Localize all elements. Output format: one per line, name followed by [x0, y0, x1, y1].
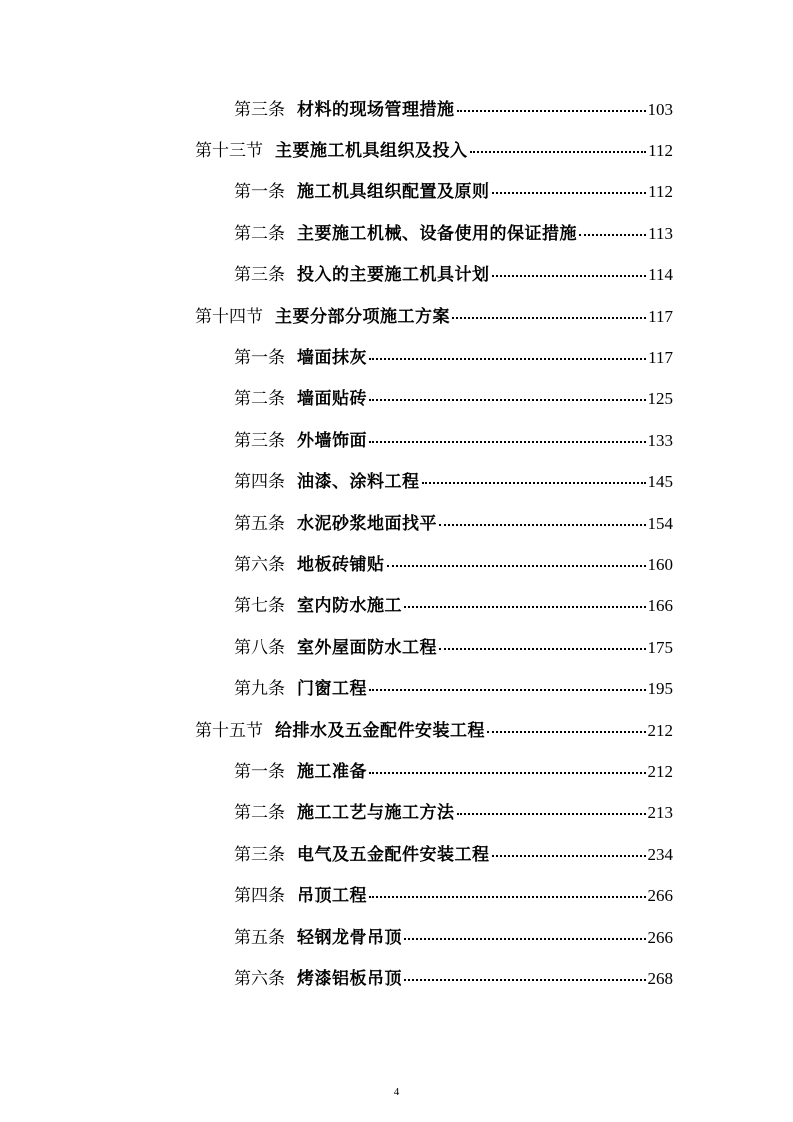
- toc-entry-number: 第一条: [234, 348, 285, 369]
- toc-dot-leader: [439, 520, 646, 526]
- toc-entry-page: 175: [647, 637, 673, 657]
- toc-article-entry[interactable]: [0, 875, 793, 916]
- toc-entry-number: 第十四节: [195, 306, 263, 327]
- toc-dot-leader: [404, 975, 646, 981]
- toc-entry-page: 266: [647, 886, 673, 906]
- toc-dot-leader: [439, 644, 646, 650]
- toc-entry-page: 212: [647, 720, 673, 740]
- toc-dot-leader: [422, 478, 646, 484]
- toc-entry-number: 第三条: [234, 265, 285, 286]
- toc-entry-number: 第五条: [234, 927, 285, 948]
- toc-entry-number: 第四条: [234, 886, 285, 907]
- toc-entry-line: [234, 762, 793, 782]
- toc-entry-page: 117: [648, 306, 673, 326]
- toc-entry-title: 给排水及五金配件安装工程: [275, 720, 485, 741]
- toc-entry-page: 160: [647, 554, 673, 574]
- toc-entry-line: [195, 721, 793, 741]
- toc-section-entry[interactable]: [0, 296, 793, 337]
- toc-article-entry[interactable]: [0, 834, 793, 875]
- toc-entry-title: 外墙饰面: [297, 430, 367, 451]
- toc-entry-line: [234, 679, 793, 699]
- toc-dot-leader: [369, 395, 646, 401]
- toc-entry-title: 主要施工机具组织及投入: [275, 141, 468, 162]
- page-number: 4: [393, 1086, 400, 1098]
- table-of-contents: [0, 89, 793, 1000]
- toc-dot-leader: [404, 602, 646, 608]
- toc-dot-leader: [457, 809, 646, 815]
- toc-entry-number: 第三条: [234, 844, 285, 865]
- toc-entry-page: 166: [647, 596, 673, 616]
- toc-entry-title: 墙面贴砖: [297, 389, 367, 410]
- toc-article-entry[interactable]: [0, 337, 793, 378]
- toc-entry-line: [234, 596, 793, 616]
- toc-article-entry[interactable]: [0, 627, 793, 668]
- toc-dot-leader: [369, 685, 646, 691]
- toc-entry-number: 第十三节: [195, 141, 263, 162]
- toc-entry-number: 第二条: [234, 803, 285, 824]
- toc-dot-leader: [492, 851, 646, 857]
- toc-dot-leader: [404, 934, 646, 940]
- toc-entry-page: 213: [647, 803, 673, 823]
- toc-article-entry[interactable]: [0, 958, 793, 999]
- toc-entry-line: [234, 100, 793, 120]
- toc-article-entry[interactable]: [0, 793, 793, 834]
- toc-article-entry[interactable]: [0, 89, 793, 130]
- toc-entry-number: 第五条: [234, 513, 285, 534]
- toc-entry-number: 第八条: [234, 637, 285, 658]
- toc-entry-number: 第二条: [234, 223, 285, 244]
- toc-entry-page: 125: [647, 389, 673, 409]
- toc-entry-title: 材料的现场管理措施: [297, 99, 455, 120]
- toc-entry-line: [234, 182, 793, 202]
- toc-entry-number: 第九条: [234, 679, 285, 700]
- toc-entry-page: 212: [647, 761, 673, 781]
- toc-entry-line: [234, 265, 793, 285]
- toc-entry-number: 第三条: [234, 430, 285, 451]
- toc-entry-line: [234, 555, 793, 575]
- toc-dot-leader: [579, 230, 646, 236]
- toc-entry-title: 投入的主要施工机具计划: [297, 265, 490, 286]
- toc-entry-title: 施工机具组织配置及原则: [297, 182, 490, 203]
- toc-entry-line: [234, 638, 793, 658]
- toc-article-entry[interactable]: [0, 172, 793, 213]
- toc-dot-leader: [369, 768, 646, 774]
- toc-entry-line: [195, 141, 793, 161]
- toc-article-entry[interactable]: [0, 420, 793, 461]
- toc-entry-page: 103: [647, 99, 673, 119]
- toc-dot-leader: [369, 892, 646, 898]
- toc-entry-title: 室内防水施工: [297, 596, 402, 617]
- toc-entry-number: 第十五节: [195, 720, 263, 741]
- toc-entry-number: 第六条: [234, 554, 285, 575]
- toc-entry-line: [234, 348, 793, 368]
- toc-article-entry[interactable]: [0, 255, 793, 296]
- toc-entry-number: 第三条: [234, 99, 285, 120]
- toc-entry-page: 112: [648, 182, 673, 202]
- toc-article-entry[interactable]: [0, 586, 793, 627]
- toc-entry-number: 第二条: [234, 389, 285, 410]
- toc-dot-leader: [492, 188, 647, 194]
- toc-dot-leader: [452, 313, 646, 319]
- toc-dot-leader: [369, 437, 646, 443]
- toc-dot-leader: [470, 147, 647, 153]
- toc-entry-title: 主要施工机械、设备使用的保证措施: [297, 223, 577, 244]
- toc-article-entry[interactable]: [0, 213, 793, 254]
- toc-entry-title: 油漆、涂料工程: [297, 472, 420, 493]
- toc-entry-title: 水泥砂浆地面找平: [297, 513, 437, 534]
- toc-article-entry[interactable]: [0, 751, 793, 792]
- toc-entry-title: 主要分部分项施工方案: [275, 306, 450, 327]
- toc-dot-leader: [457, 106, 646, 112]
- toc-entry-number: 第一条: [234, 761, 285, 782]
- toc-entry-page: 154: [647, 513, 673, 533]
- toc-entry-number: 第一条: [234, 182, 285, 203]
- toc-entry-line: [234, 431, 793, 451]
- toc-entry-line: [234, 969, 793, 989]
- toc-entry-title: 轻钢龙骨吊顶: [297, 927, 402, 948]
- toc-entry-title: 施工工艺与施工方法: [297, 803, 455, 824]
- toc-dot-leader: [387, 561, 646, 567]
- toc-section-entry[interactable]: [0, 710, 793, 751]
- toc-entry-number: 第六条: [234, 968, 285, 989]
- toc-entry-line: [234, 928, 793, 948]
- toc-article-entry[interactable]: [0, 379, 793, 420]
- toc-entry-page: 234: [647, 844, 673, 864]
- toc-entry-page: 145: [647, 472, 673, 492]
- toc-article-entry[interactable]: [0, 462, 793, 503]
- toc-entry-line: [234, 803, 793, 823]
- toc-entry-number: 第四条: [234, 472, 285, 493]
- toc-article-entry[interactable]: [0, 544, 793, 585]
- toc-article-entry[interactable]: [0, 503, 793, 544]
- toc-entry-page: 266: [647, 927, 673, 947]
- toc-article-entry[interactable]: [0, 917, 793, 958]
- toc-entry-page: 117: [648, 348, 673, 368]
- toc-entry-page: 114: [648, 265, 673, 285]
- toc-entry-line: [234, 886, 793, 906]
- toc-entry-line: [195, 307, 793, 327]
- toc-entry-page: 133: [647, 430, 673, 450]
- toc-entry-title: 门窗工程: [297, 679, 367, 700]
- toc-entry-title: 地板砖铺贴: [297, 554, 385, 575]
- toc-dot-leader: [487, 727, 646, 733]
- toc-entry-title: 施工准备: [297, 761, 367, 782]
- toc-entry-page: 113: [648, 223, 673, 243]
- toc-entry-title: 室外屋面防水工程: [297, 637, 437, 658]
- toc-section-entry[interactable]: [0, 130, 793, 171]
- toc-entry-page: 112: [648, 141, 673, 161]
- toc-entry-page: 195: [647, 679, 673, 699]
- toc-article-entry[interactable]: [0, 668, 793, 709]
- toc-entry-title: 吊顶工程: [297, 886, 367, 907]
- toc-dot-leader: [369, 354, 646, 360]
- toc-entry-page: 268: [647, 968, 673, 988]
- toc-dot-leader: [492, 271, 647, 277]
- toc-entry-line: [234, 845, 793, 865]
- toc-entry-title: 电气及五金配件安装工程: [297, 844, 490, 865]
- toc-entry-number: 第七条: [234, 596, 285, 617]
- toc-entry-line: [234, 472, 793, 492]
- toc-entry-line: [234, 514, 793, 534]
- toc-entry-line: [234, 224, 793, 244]
- toc-entry-line: [234, 389, 793, 409]
- toc-entry-title: 烤漆铝板吊顶: [297, 968, 402, 989]
- toc-entry-title: 墙面抹灰: [297, 348, 367, 369]
